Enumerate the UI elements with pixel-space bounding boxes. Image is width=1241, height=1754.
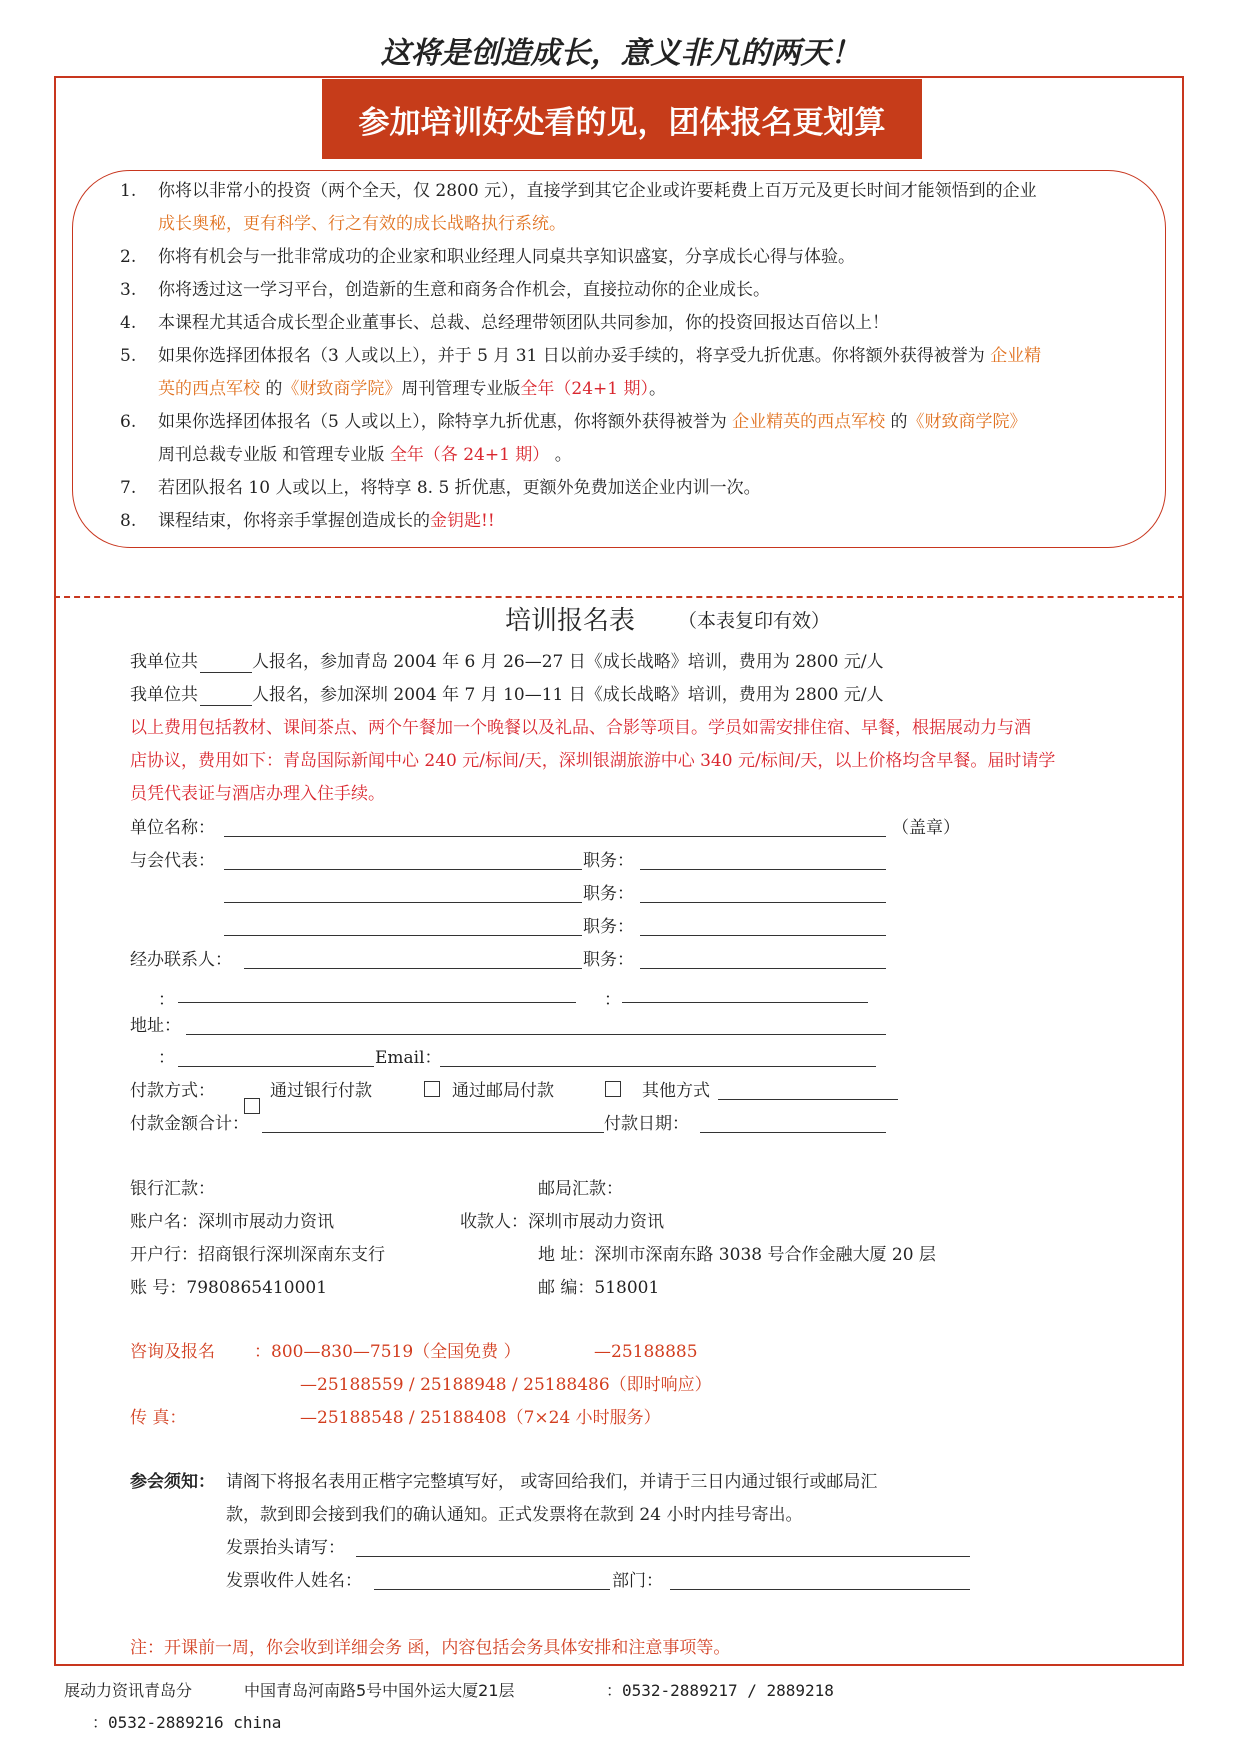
- fax-colon: ：: [158, 1048, 175, 1068]
- benefit-text: [158, 439, 572, 472]
- phone-colon: ：: [158, 990, 175, 1010]
- benefit-text-part: 周刊总裁专业版 和管理专业版: [158, 445, 390, 465]
- benefit-text: [158, 208, 566, 241]
- consult-phone-3: —25188559 / 25188948 / 25188486（即时响应）: [300, 1375, 712, 1395]
- benefit-text: [158, 373, 666, 406]
- pay-bank-label: 通过银行付款: [270, 1081, 372, 1101]
- payee: 收款人：深圳市展动力资讯: [460, 1212, 664, 1232]
- benefit-text: [158, 175, 1037, 208]
- account-name: 账户名：深圳市展动力资讯: [130, 1212, 334, 1232]
- consult-phone-2: —25188885: [594, 1342, 698, 1362]
- fee-note-1: 以上费用包括教材、课间茶点、两个午餐加一个晚餐以及礼品、合影等项目。学员如需安排住宿、早餐，根据展动力与酒: [130, 718, 1031, 738]
- consult-label: 咨询及报名: [130, 1342, 215, 1362]
- benefit-text-part: 企业精英的西点军校: [732, 412, 886, 432]
- benefit-number: 8.: [120, 511, 137, 531]
- invoice-recipient-label: 发票收件人姓名：: [226, 1571, 362, 1591]
- fax-label: 传 真：: [130, 1408, 187, 1428]
- pay-date-label: 付款日期：: [604, 1114, 689, 1134]
- benefit-text-part: 《财致商学院》: [282, 379, 402, 399]
- form-title: 培训报名表: [505, 606, 636, 636]
- banner: 参加培训好处看的见，团体报名更划算: [322, 79, 922, 159]
- address-label: 地址：: [130, 1016, 181, 1036]
- reg-shenzhen-prefix: 我单位共: [130, 685, 198, 705]
- pay-other-label: 其他方式: [642, 1081, 710, 1101]
- benefit-text: [158, 340, 1041, 373]
- benefit-text-part: 课程结束，你将亲手掌握创造成长的: [158, 511, 430, 531]
- bank-title: 银行汇款：: [130, 1179, 215, 1199]
- benefit-number: 3.: [120, 280, 137, 300]
- pay-other-input[interactable]: [718, 1099, 898, 1100]
- email-input[interactable]: [440, 1066, 876, 1067]
- postcode: 邮 编：518001: [538, 1278, 660, 1298]
- position-label-3: 职务：: [583, 917, 634, 937]
- address-input[interactable]: [186, 1034, 886, 1035]
- benefit-number: 1.: [120, 181, 137, 201]
- benefit-text-part: 《财致商学院》: [907, 412, 1027, 432]
- position-input-4[interactable]: [640, 968, 886, 969]
- footer-company: 展动力资讯青岛分: [64, 1681, 193, 1700]
- notice-label: 参会须知：: [130, 1472, 215, 1492]
- benefit-text-part: 的: [260, 379, 283, 399]
- benefit-text-part: 企业精: [990, 346, 1042, 366]
- fax-number: —25188548 / 25188408（7×24 小时服务）: [300, 1408, 661, 1428]
- reg-qingdao-suffix: 人报名，参加青岛 2004 年 6 月 26—27 日《成长战略》培训，费用为 2800 元/人: [252, 652, 884, 672]
- reg-shenzhen-count-input[interactable]: [200, 705, 252, 706]
- email-label: Email：: [375, 1048, 442, 1068]
- rep-label: 与会代表：: [130, 851, 215, 871]
- benefit-text: [158, 241, 855, 274]
- position-input-2[interactable]: [640, 902, 886, 903]
- footer-fax: ：0532-2889216 china: [92, 1713, 282, 1732]
- benefit-text: [158, 307, 889, 340]
- fee-note-2: 店协议，费用如下：青岛国际新闻中心 240 元/标间/天，深圳银湖旅游中心 340 元/标间/天，以上价格均含早餐。届时请学: [130, 751, 1056, 771]
- benefit-text-part: 全年（各 24+1 期）: [389, 445, 550, 465]
- consult-phone-1: ：800—830—7519（全国免费 ）: [254, 1342, 521, 1362]
- benefit-text: [158, 274, 770, 307]
- dept-input[interactable]: [670, 1589, 970, 1590]
- footer-address: 中国青岛河南路5号中国外运大厦21层: [244, 1681, 515, 1700]
- benefit-number: 5.: [120, 346, 137, 366]
- remark: 注：开课前一周，你会收到详细会务 函，内容包括会务具体安排和注意事项等。: [130, 1638, 731, 1658]
- pay-post-checkbox[interactable]: [424, 1081, 440, 1097]
- benefit-number: 2.: [120, 247, 137, 267]
- phone-input[interactable]: [178, 1002, 576, 1003]
- benefit-text-part: 如果你选择团体报名（5 人或以上），除特享九折优惠，你将额外获得被誉为: [158, 412, 733, 432]
- invoice-recipient-input[interactable]: [374, 1589, 610, 1590]
- dept-label: 部门：: [612, 1571, 663, 1591]
- benefit-number: 7.: [120, 478, 137, 498]
- form-note: （本表复印有效）: [678, 610, 831, 632]
- cut-line: [54, 596, 1184, 598]
- mobile-colon: ：: [604, 990, 621, 1010]
- contact-person-label: 经办联系人：: [130, 950, 232, 970]
- position-label-2: 职务：: [583, 884, 634, 904]
- position-input-3[interactable]: [640, 935, 886, 936]
- account-number: 账 号：7980865410001: [130, 1278, 328, 1298]
- position-label-1: 职务：: [583, 851, 634, 871]
- benefit-text: [158, 472, 761, 505]
- company-label: 单位名称：: [130, 818, 215, 838]
- bank-branch: 开户行：招商银行深圳深南东支行: [130, 1245, 385, 1265]
- mobile-input[interactable]: [622, 1002, 868, 1003]
- benefit-text-part: 全年（24+1 期）: [520, 379, 650, 399]
- invoice-title-input[interactable]: [356, 1556, 970, 1557]
- benefit-text-part: 成长奥秘，更有科学、行之有效的成长战略执行系统。: [158, 214, 566, 234]
- benefit-text: [158, 505, 495, 538]
- benefit-text-part: 英的西点军校: [158, 379, 260, 399]
- benefit-text-part: 金钥匙!!: [430, 511, 495, 531]
- pay-other-checkbox[interactable]: [605, 1081, 621, 1097]
- benefit-text-part: 你将有机会与一批非常成功的企业家和职业经理人同桌共享知识盛宴，分享成长心得与体验。: [158, 247, 855, 267]
- rep-input-3[interactable]: [224, 935, 582, 936]
- reg-shenzhen-suffix: 人报名，参加深圳 2004 年 7 月 10—11 日《成长战略》培训，费用为 2800 元/人: [252, 685, 884, 705]
- fax-input[interactable]: [178, 1066, 374, 1067]
- benefit-text-part: 你将透过这一学习平台，创造新的生意和商务合作机会，直接拉动你的企业成长。: [158, 280, 770, 300]
- benefit-text-part: 如果你选择团体报名（3 人或以上），并于 5 月 31 日以前办妥手续的，将享受九折优惠。你将额外获得被誉为: [158, 346, 991, 366]
- benefit-text-part: 周刊管理专业版: [401, 379, 521, 399]
- fee-note-3: 员凭代表证与酒店办理入住手续。: [130, 784, 385, 804]
- benefit-text-part: 。: [549, 445, 572, 465]
- post-title: 邮局汇款：: [538, 1179, 623, 1199]
- position-input-1[interactable]: [640, 869, 886, 870]
- contact-person-input[interactable]: [244, 968, 582, 969]
- benefit-number: 4.: [120, 313, 137, 333]
- company-input[interactable]: [224, 836, 886, 837]
- stamp-label: （盖章）: [892, 818, 960, 838]
- notice-line-1: 请阁下将报名表用正楷字完整填写好， 或寄回给我们，并请于三日内通过银行或邮局汇: [226, 1472, 878, 1492]
- headline: 这将是创造成长，意义非凡的两天！: [380, 36, 861, 71]
- benefit-text: [158, 406, 1027, 439]
- benefit-text-part: 本课程尤其适合成长型企业董事长、总裁、总经理带领团队共同参加，你的投资回报达百倍以上！: [158, 313, 889, 333]
- invoice-title-label: 发票抬头请写：: [226, 1538, 345, 1558]
- benefit-text-part: 。: [649, 379, 667, 399]
- pay-total-input[interactable]: [262, 1132, 604, 1133]
- pay-total-label: 付款金额合计：: [130, 1114, 249, 1134]
- position-label-4: 职务：: [583, 950, 634, 970]
- benefit-text-part: 若团队报名 10 人或以上，将特享 8. 5 折优惠，更额外免费加送企业内训一次。: [158, 478, 761, 498]
- pay-post-label: 通过邮局付款: [452, 1081, 554, 1101]
- post-address: 地 址：深圳市深南东路 3038 号合作金融大厦 20 层: [538, 1245, 936, 1265]
- pay-date-input[interactable]: [700, 1132, 886, 1133]
- benefit-number: 6.: [120, 412, 137, 432]
- benefit-text-part: 的: [885, 412, 908, 432]
- pay-method-label: 付款方式：: [130, 1081, 215, 1101]
- rep-input-2[interactable]: [224, 902, 582, 903]
- footer-phone: ：0532-2889217 / 2889218: [606, 1681, 834, 1700]
- rep-input-1[interactable]: [224, 869, 582, 870]
- reg-qingdao-prefix: 我单位共: [130, 652, 198, 672]
- reg-qingdao-count-input[interactable]: [200, 672, 252, 673]
- notice-line-2: 款，款到即会接到我们的确认通知。正式发票将在款到 24 小时内挂号寄出。: [226, 1505, 803, 1525]
- benefit-text-part: 你将以非常小的投资（两个全天，仅 2800 元），直接学到其它企业或许要耗费上百万元及更长时间才能领悟到的企业: [158, 181, 1037, 201]
